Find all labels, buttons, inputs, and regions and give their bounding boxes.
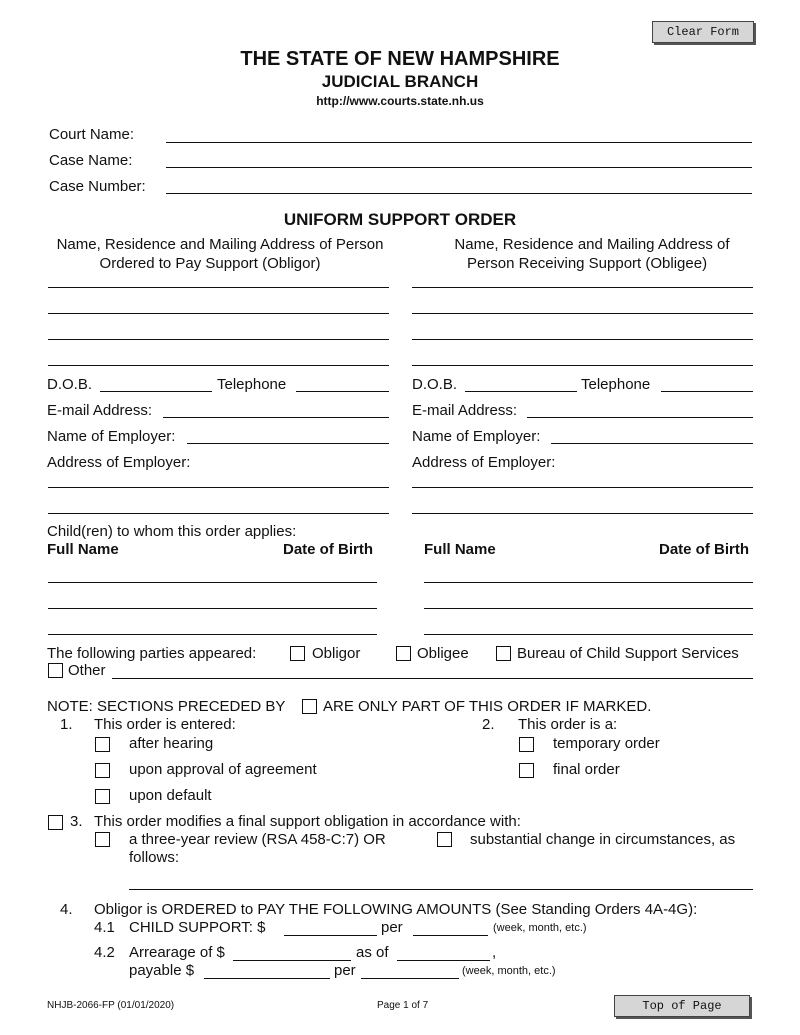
payable-amount-field[interactable] bbox=[204, 978, 330, 979]
payable-per-label: per bbox=[334, 962, 356, 979]
section3-title: This order modifies a final support obligation in accordance with: bbox=[94, 813, 521, 830]
obligor-address-line-4[interactable] bbox=[48, 365, 389, 366]
obligor-employer-field[interactable] bbox=[187, 443, 389, 444]
obligee-employer-address-line-2[interactable] bbox=[412, 513, 753, 514]
case-number-label: Case Number: bbox=[49, 178, 146, 195]
obligor-employer-address-line-2[interactable] bbox=[48, 513, 389, 514]
upon-approval-label: upon approval of agreement bbox=[129, 761, 317, 778]
section41-number: 4.1 bbox=[94, 919, 115, 936]
final-order-checkbox[interactable] bbox=[519, 763, 534, 778]
child-line-right-1[interactable] bbox=[424, 582, 753, 583]
obligor-checkbox[interactable] bbox=[290, 646, 305, 661]
child-line-right-2[interactable] bbox=[424, 608, 753, 609]
children-full-name-header-left: Full Name bbox=[47, 541, 119, 558]
clear-form-button[interactable]: Clear Form bbox=[652, 21, 754, 43]
obligee-employer-address-label: Address of Employer: bbox=[412, 454, 556, 471]
court-name-label: Court Name: bbox=[49, 126, 135, 143]
obligee-email-field[interactable] bbox=[527, 417, 753, 418]
child-support-period-field[interactable] bbox=[413, 935, 488, 936]
obligor-dob-field[interactable] bbox=[100, 391, 212, 392]
obligor-email-label: E-mail Address: bbox=[47, 402, 153, 419]
case-name-field[interactable] bbox=[166, 167, 752, 168]
child-support-per-label: per bbox=[381, 919, 403, 936]
child-support-amount-field[interactable] bbox=[284, 935, 377, 936]
obligee-telephone-field[interactable] bbox=[661, 391, 753, 392]
obligee-dob-field[interactable] bbox=[465, 391, 577, 392]
child-line-left-1[interactable] bbox=[48, 582, 377, 583]
final-order-label: final order bbox=[553, 761, 620, 778]
child-line-left-2[interactable] bbox=[48, 608, 377, 609]
payable-label: payable $ bbox=[129, 962, 195, 979]
upon-default-checkbox[interactable] bbox=[95, 789, 110, 804]
top-of-page-button[interactable]: Top of Page bbox=[614, 995, 750, 1017]
after-hearing-checkbox[interactable] bbox=[95, 737, 110, 752]
arrearage-amount-field[interactable] bbox=[233, 960, 351, 961]
state-title: THE STATE OF NEW HAMPSHIRE bbox=[240, 48, 560, 70]
section1-title: This order is entered: bbox=[94, 716, 236, 733]
child-support-period-hint: (week, month, etc.) bbox=[493, 922, 587, 934]
children-full-name-header-right: Full Name bbox=[424, 541, 496, 558]
substantial-change-checkbox[interactable] bbox=[437, 832, 452, 847]
children-dob-header-left: Date of Birth bbox=[283, 541, 373, 558]
obligor-checkbox-label: Obligor bbox=[312, 645, 361, 662]
obligee-email-label: E-mail Address: bbox=[412, 402, 518, 419]
case-number-field[interactable] bbox=[166, 193, 752, 194]
substantial-change-label: substantial change in circumstances, as bbox=[470, 831, 736, 848]
payable-period-field[interactable] bbox=[361, 978, 459, 979]
obligor-address-line-1[interactable] bbox=[48, 287, 389, 288]
obligee-heading-1: Name, Residence and Mailing Address of bbox=[454, 236, 730, 253]
page-number: Page 1 of 7 bbox=[377, 1000, 429, 1011]
section3-number: 3. bbox=[70, 813, 83, 830]
obligor-employer-label: Name of Employer: bbox=[47, 428, 176, 445]
court-url: http://www.courts.state.nh.us bbox=[316, 94, 484, 108]
obligor-dob-label: D.O.B. bbox=[47, 376, 93, 393]
obligee-address-line-4[interactable] bbox=[412, 365, 753, 366]
after-hearing-label: after hearing bbox=[129, 735, 214, 752]
obligee-checkbox[interactable] bbox=[396, 646, 411, 661]
obligee-heading-2: Person Receiving Support (Obligee) bbox=[466, 255, 708, 272]
obligor-employer-address-label: Address of Employer: bbox=[47, 454, 191, 471]
upon-approval-checkbox[interactable] bbox=[95, 763, 110, 778]
upon-default-label: upon default bbox=[129, 787, 212, 804]
form-id: NHJB-2066-FP (01/01/2020) bbox=[47, 1000, 175, 1011]
payable-period-hint: (week, month, etc.) bbox=[462, 965, 556, 977]
arrearage-comma: , bbox=[492, 944, 497, 961]
note-checkbox-example-icon bbox=[302, 699, 317, 714]
obligor-telephone-label: Telephone bbox=[217, 376, 287, 393]
section4-title: Obligor is ORDERED to PAY THE FOLLOWING AMOUNTS (See Standing Orders 4A-4G): bbox=[94, 901, 698, 918]
obligee-checkbox-label: Obligee bbox=[417, 645, 469, 662]
obligee-telephone-label: Telephone bbox=[581, 376, 651, 393]
parties-label: The following parties appeared: bbox=[47, 645, 257, 662]
form-title: UNIFORM SUPPORT ORDER bbox=[283, 210, 517, 229]
obligee-employer-field[interactable] bbox=[551, 443, 753, 444]
court-name-field[interactable] bbox=[166, 142, 752, 143]
children-dob-header-right: Date of Birth bbox=[659, 541, 749, 558]
other-checkbox[interactable] bbox=[48, 663, 63, 678]
obligor-address-line-2[interactable] bbox=[48, 313, 389, 314]
temporary-order-checkbox[interactable] bbox=[519, 737, 534, 752]
section1-number: 1. bbox=[60, 716, 73, 733]
obligor-email-field[interactable] bbox=[163, 417, 389, 418]
other-field[interactable] bbox=[112, 678, 753, 679]
child-line-right-3[interactable] bbox=[424, 634, 753, 635]
note-prefix: NOTE: SECTIONS PRECEDED BY bbox=[47, 698, 286, 715]
bcss-checkbox[interactable] bbox=[496, 646, 511, 661]
temporary-order-label: temporary order bbox=[553, 735, 660, 752]
obligee-dob-label: D.O.B. bbox=[412, 376, 458, 393]
section3-checkbox[interactable] bbox=[48, 815, 63, 830]
obligee-employer-address-line-1[interactable] bbox=[412, 487, 753, 488]
section2-title: This order is a: bbox=[518, 716, 618, 733]
arrearage-asof-label: as of bbox=[356, 944, 389, 961]
three-year-review-checkbox[interactable] bbox=[95, 832, 110, 847]
obligee-address-line-1[interactable] bbox=[412, 287, 753, 288]
obligee-address-line-2[interactable] bbox=[412, 313, 753, 314]
obligor-heading-2: Ordered to Pay Support (Obligor) bbox=[99, 255, 321, 272]
section4-number: 4. bbox=[60, 901, 73, 918]
bcss-checkbox-label: Bureau of Child Support Services bbox=[517, 645, 739, 662]
case-name-label: Case Name: bbox=[49, 152, 133, 169]
children-intro: Child(ren) to whom this order applies: bbox=[47, 523, 297, 540]
arrearage-date-field[interactable] bbox=[397, 960, 490, 961]
obligor-heading-1: Name, Residence and Mailing Address of Person bbox=[56, 236, 384, 253]
obligor-address-line-3[interactable] bbox=[48, 339, 389, 340]
three-year-review-label: a three-year review (RSA 458-C:7) OR bbox=[129, 831, 386, 848]
obligor-telephone-field[interactable] bbox=[296, 391, 389, 392]
other-checkbox-label: Other bbox=[68, 662, 106, 679]
section3-explanation-field[interactable] bbox=[129, 889, 753, 890]
child-line-left-3[interactable] bbox=[48, 634, 377, 635]
section42-number: 4.2 bbox=[94, 944, 115, 961]
obligee-employer-label: Name of Employer: bbox=[412, 428, 541, 445]
obligee-address-line-3[interactable] bbox=[412, 339, 753, 340]
section2-number: 2. bbox=[482, 716, 495, 733]
child-support-label: CHILD SUPPORT: $ bbox=[129, 919, 266, 936]
arrearage-label: Arrearage of $ bbox=[129, 944, 225, 961]
note-suffix: ARE ONLY PART OF THIS ORDER IF MARKED. bbox=[323, 698, 652, 715]
branch-title: JUDICIAL BRANCH bbox=[321, 72, 479, 91]
substantial-change-label-2: follows: bbox=[129, 849, 180, 866]
obligor-employer-address-line-1[interactable] bbox=[48, 487, 389, 488]
